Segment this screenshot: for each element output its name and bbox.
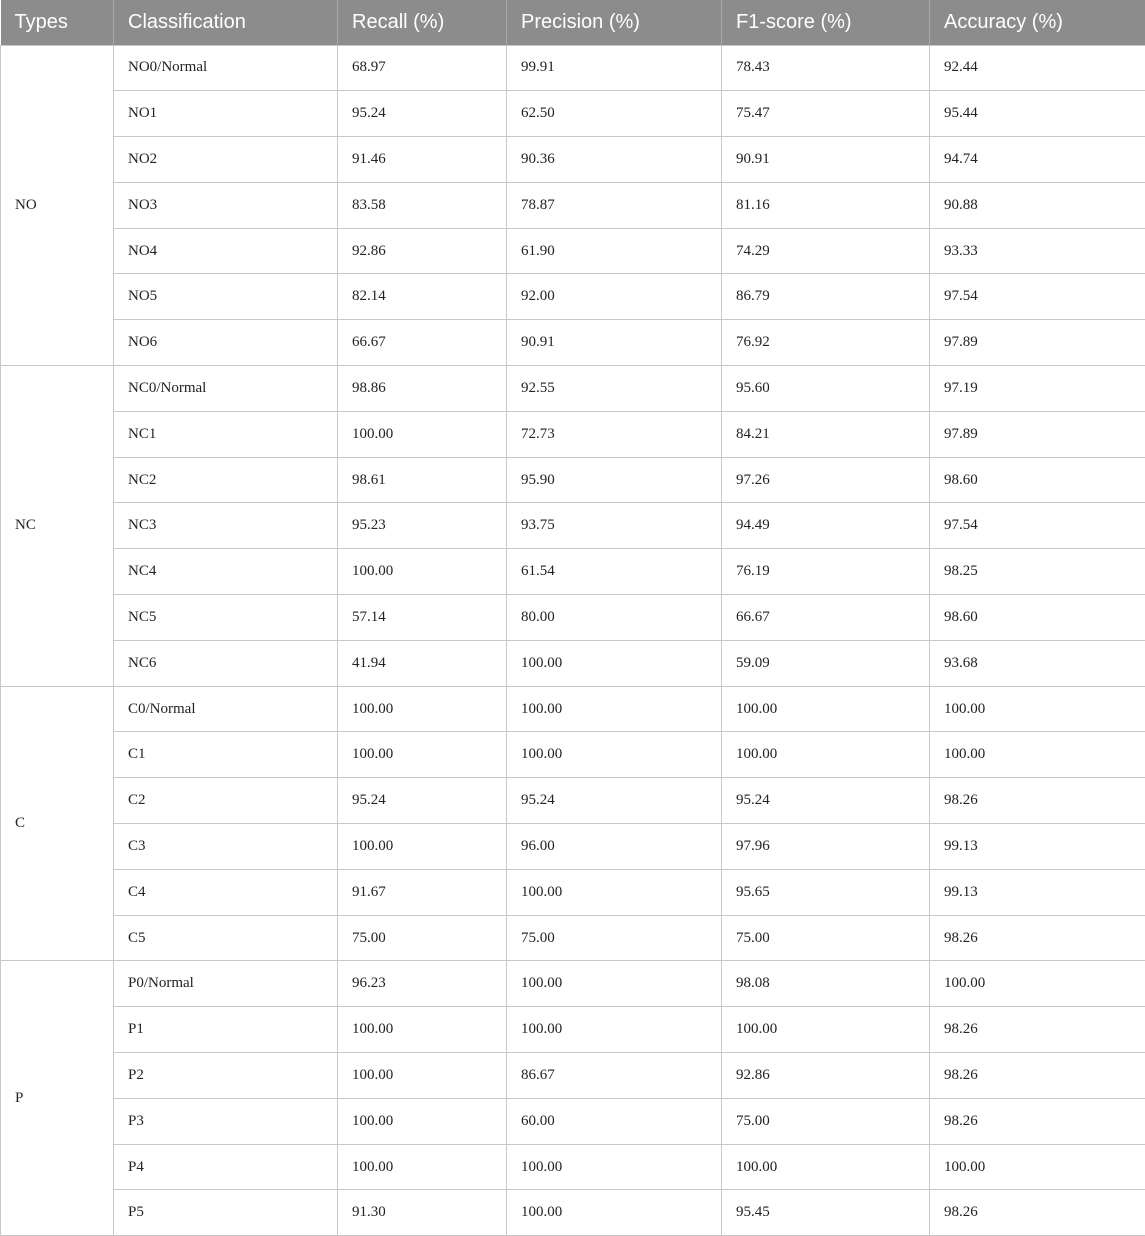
recall-cell: 98.86 bbox=[338, 366, 507, 412]
precision-cell: 100.00 bbox=[507, 1007, 722, 1053]
f1-score-cell: 94.49 bbox=[722, 503, 930, 549]
classification-cell: NO5 bbox=[114, 274, 338, 320]
classification-cell: P1 bbox=[114, 1007, 338, 1053]
accuracy-cell: 93.68 bbox=[930, 640, 1145, 686]
header-accuracy: Accuracy (%) bbox=[930, 0, 1145, 45]
recall-cell: 83.58 bbox=[338, 182, 507, 228]
recall-cell: 100.00 bbox=[338, 411, 507, 457]
recall-cell: 91.30 bbox=[338, 1190, 507, 1236]
f1-score-cell: 84.21 bbox=[722, 411, 930, 457]
f1-score-cell: 90.91 bbox=[722, 137, 930, 183]
f1-score-cell: 100.00 bbox=[722, 686, 930, 732]
precision-cell: 80.00 bbox=[507, 595, 722, 641]
accuracy-cell: 100.00 bbox=[930, 1144, 1145, 1190]
accuracy-cell: 98.26 bbox=[930, 915, 1145, 961]
table-row bbox=[1, 320, 1145, 366]
table-row bbox=[1, 137, 1145, 183]
table-row bbox=[1, 640, 1145, 686]
precision-cell: 90.91 bbox=[507, 320, 722, 366]
accuracy-cell: 90.88 bbox=[930, 182, 1145, 228]
accuracy-cell: 97.89 bbox=[930, 320, 1145, 366]
header-f1-score: F1-score (%) bbox=[722, 0, 930, 45]
f1-score-cell: 76.19 bbox=[722, 549, 930, 595]
classification-cell: C0/Normal bbox=[114, 686, 338, 732]
table-row bbox=[1, 1053, 1145, 1099]
classification-cell: NO6 bbox=[114, 320, 338, 366]
accuracy-cell: 97.19 bbox=[930, 366, 1145, 412]
f1-score-cell: 74.29 bbox=[722, 228, 930, 274]
f1-score-cell: 95.65 bbox=[722, 869, 930, 915]
f1-score-cell: 100.00 bbox=[722, 1007, 930, 1053]
precision-cell: 72.73 bbox=[507, 411, 722, 457]
classification-cell: NO2 bbox=[114, 137, 338, 183]
precision-cell: 99.91 bbox=[507, 45, 722, 91]
accuracy-cell: 95.44 bbox=[930, 91, 1145, 137]
classification-cell: NC3 bbox=[114, 503, 338, 549]
accuracy-cell: 100.00 bbox=[930, 961, 1145, 1007]
precision-cell: 60.00 bbox=[507, 1098, 722, 1144]
precision-cell: 96.00 bbox=[507, 824, 722, 870]
classification-cell: NO0/Normal bbox=[114, 45, 338, 91]
precision-cell: 100.00 bbox=[507, 686, 722, 732]
recall-cell: 100.00 bbox=[338, 1144, 507, 1190]
table-row bbox=[1, 1190, 1145, 1236]
recall-cell: 75.00 bbox=[338, 915, 507, 961]
table-row bbox=[1, 686, 1145, 732]
table-row bbox=[1, 961, 1145, 1007]
accuracy-cell: 98.26 bbox=[930, 1007, 1145, 1053]
f1-score-cell: 81.16 bbox=[722, 182, 930, 228]
classification-cell: C4 bbox=[114, 869, 338, 915]
classification-cell: C5 bbox=[114, 915, 338, 961]
classification-cell: NC0/Normal bbox=[114, 366, 338, 412]
precision-cell: 100.00 bbox=[507, 1190, 722, 1236]
table-row bbox=[1, 824, 1145, 870]
recall-cell: 100.00 bbox=[338, 549, 507, 595]
classification-cell: NO3 bbox=[114, 182, 338, 228]
header-classification: Classification bbox=[114, 0, 338, 45]
precision-cell: 62.50 bbox=[507, 91, 722, 137]
recall-cell: 95.23 bbox=[338, 503, 507, 549]
f1-score-cell: 95.24 bbox=[722, 778, 930, 824]
recall-cell: 100.00 bbox=[338, 732, 507, 778]
table-row bbox=[1, 1007, 1145, 1053]
precision-cell: 100.00 bbox=[507, 869, 722, 915]
recall-cell: 91.46 bbox=[338, 137, 507, 183]
recall-cell: 57.14 bbox=[338, 595, 507, 641]
classification-cell: NO1 bbox=[114, 91, 338, 137]
table-row bbox=[1, 457, 1145, 503]
f1-score-cell: 100.00 bbox=[722, 732, 930, 778]
accuracy-cell: 100.00 bbox=[930, 686, 1145, 732]
accuracy-cell: 98.60 bbox=[930, 457, 1145, 503]
accuracy-cell: 92.44 bbox=[930, 45, 1145, 91]
precision-cell: 95.90 bbox=[507, 457, 722, 503]
f1-score-cell: 95.45 bbox=[722, 1190, 930, 1236]
recall-cell: 68.97 bbox=[338, 45, 507, 91]
precision-cell: 95.24 bbox=[507, 778, 722, 824]
accuracy-cell: 97.54 bbox=[930, 274, 1145, 320]
table-row bbox=[1, 549, 1145, 595]
f1-score-cell: 59.09 bbox=[722, 640, 930, 686]
f1-score-cell: 97.96 bbox=[722, 824, 930, 870]
recall-cell: 66.67 bbox=[338, 320, 507, 366]
f1-score-cell: 98.08 bbox=[722, 961, 930, 1007]
accuracy-cell: 100.00 bbox=[930, 732, 1145, 778]
precision-cell: 90.36 bbox=[507, 137, 722, 183]
precision-cell: 93.75 bbox=[507, 503, 722, 549]
precision-cell: 61.54 bbox=[507, 549, 722, 595]
accuracy-cell: 99.13 bbox=[930, 824, 1145, 870]
accuracy-cell: 98.26 bbox=[930, 1053, 1145, 1099]
precision-cell: 61.90 bbox=[507, 228, 722, 274]
table-row bbox=[1, 778, 1145, 824]
table-row bbox=[1, 274, 1145, 320]
recall-cell: 95.24 bbox=[338, 91, 507, 137]
recall-cell: 92.86 bbox=[338, 228, 507, 274]
accuracy-cell: 98.60 bbox=[930, 595, 1145, 641]
type-cell: NC bbox=[1, 366, 114, 687]
f1-score-cell: 66.67 bbox=[722, 595, 930, 641]
recall-cell: 100.00 bbox=[338, 1007, 507, 1053]
recall-cell: 82.14 bbox=[338, 274, 507, 320]
f1-score-cell: 75.00 bbox=[722, 1098, 930, 1144]
f1-score-cell: 86.79 bbox=[722, 274, 930, 320]
f1-score-cell: 76.92 bbox=[722, 320, 930, 366]
precision-cell: 100.00 bbox=[507, 640, 722, 686]
recall-cell: 100.00 bbox=[338, 1053, 507, 1099]
header-types: Types bbox=[1, 0, 114, 45]
table-row bbox=[1, 411, 1145, 457]
accuracy-cell: 93.33 bbox=[930, 228, 1145, 274]
precision-cell: 100.00 bbox=[507, 961, 722, 1007]
accuracy-cell: 98.26 bbox=[930, 1190, 1145, 1236]
table-row bbox=[1, 228, 1145, 274]
f1-score-cell: 95.60 bbox=[722, 366, 930, 412]
classification-cell: P5 bbox=[114, 1190, 338, 1236]
recall-cell: 98.61 bbox=[338, 457, 507, 503]
f1-score-cell: 75.00 bbox=[722, 915, 930, 961]
classification-cell: P2 bbox=[114, 1053, 338, 1099]
recall-cell: 100.00 bbox=[338, 824, 507, 870]
classification-cell: P0/Normal bbox=[114, 961, 338, 1007]
recall-cell: 100.00 bbox=[338, 1098, 507, 1144]
type-cell: P bbox=[1, 961, 114, 1236]
table-row bbox=[1, 45, 1145, 91]
header-row bbox=[1, 0, 1145, 45]
precision-cell: 92.55 bbox=[507, 366, 722, 412]
classification-cell: NC5 bbox=[114, 595, 338, 641]
table-row bbox=[1, 732, 1145, 778]
precision-cell: 86.67 bbox=[507, 1053, 722, 1099]
classification-cell: NC2 bbox=[114, 457, 338, 503]
accuracy-cell: 99.13 bbox=[930, 869, 1145, 915]
header-precision: Precision (%) bbox=[507, 0, 722, 45]
precision-cell: 75.00 bbox=[507, 915, 722, 961]
accuracy-cell: 98.26 bbox=[930, 778, 1145, 824]
f1-score-cell: 75.47 bbox=[722, 91, 930, 137]
accuracy-cell: 97.89 bbox=[930, 411, 1145, 457]
f1-score-cell: 78.43 bbox=[722, 45, 930, 91]
table-row bbox=[1, 182, 1145, 228]
table-row bbox=[1, 503, 1145, 549]
recall-cell: 91.67 bbox=[338, 869, 507, 915]
table-row bbox=[1, 1098, 1145, 1144]
precision-cell: 78.87 bbox=[507, 182, 722, 228]
header-recall: Recall (%) bbox=[338, 0, 507, 45]
accuracy-cell: 98.26 bbox=[930, 1098, 1145, 1144]
recall-cell: 100.00 bbox=[338, 686, 507, 732]
precision-cell: 100.00 bbox=[507, 732, 722, 778]
type-cell: NO bbox=[1, 45, 114, 366]
table-body bbox=[1, 45, 1145, 1236]
accuracy-cell: 98.25 bbox=[930, 549, 1145, 595]
classification-cell: P3 bbox=[114, 1098, 338, 1144]
classification-cell: NC4 bbox=[114, 549, 338, 595]
recall-cell: 41.94 bbox=[338, 640, 507, 686]
classification-cell: C1 bbox=[114, 732, 338, 778]
f1-score-cell: 100.00 bbox=[722, 1144, 930, 1190]
f1-score-cell: 92.86 bbox=[722, 1053, 930, 1099]
classification-cell: C2 bbox=[114, 778, 338, 824]
precision-cell: 92.00 bbox=[507, 274, 722, 320]
recall-cell: 96.23 bbox=[338, 961, 507, 1007]
classification-cell: NO4 bbox=[114, 228, 338, 274]
table-row bbox=[1, 869, 1145, 915]
classification-cell: P4 bbox=[114, 1144, 338, 1190]
type-cell: C bbox=[1, 686, 114, 961]
table-header bbox=[1, 0, 1145, 45]
accuracy-cell: 97.54 bbox=[930, 503, 1145, 549]
recall-cell: 95.24 bbox=[338, 778, 507, 824]
precision-cell: 100.00 bbox=[507, 1144, 722, 1190]
f1-score-cell: 97.26 bbox=[722, 457, 930, 503]
table-row bbox=[1, 1144, 1145, 1190]
table-row bbox=[1, 595, 1145, 641]
classification-cell: NC1 bbox=[114, 411, 338, 457]
accuracy-cell: 94.74 bbox=[930, 137, 1145, 183]
classification-cell: C3 bbox=[114, 824, 338, 870]
table-row bbox=[1, 915, 1145, 961]
table-row bbox=[1, 91, 1145, 137]
table-row bbox=[1, 366, 1145, 412]
classification-cell: NC6 bbox=[114, 640, 338, 686]
